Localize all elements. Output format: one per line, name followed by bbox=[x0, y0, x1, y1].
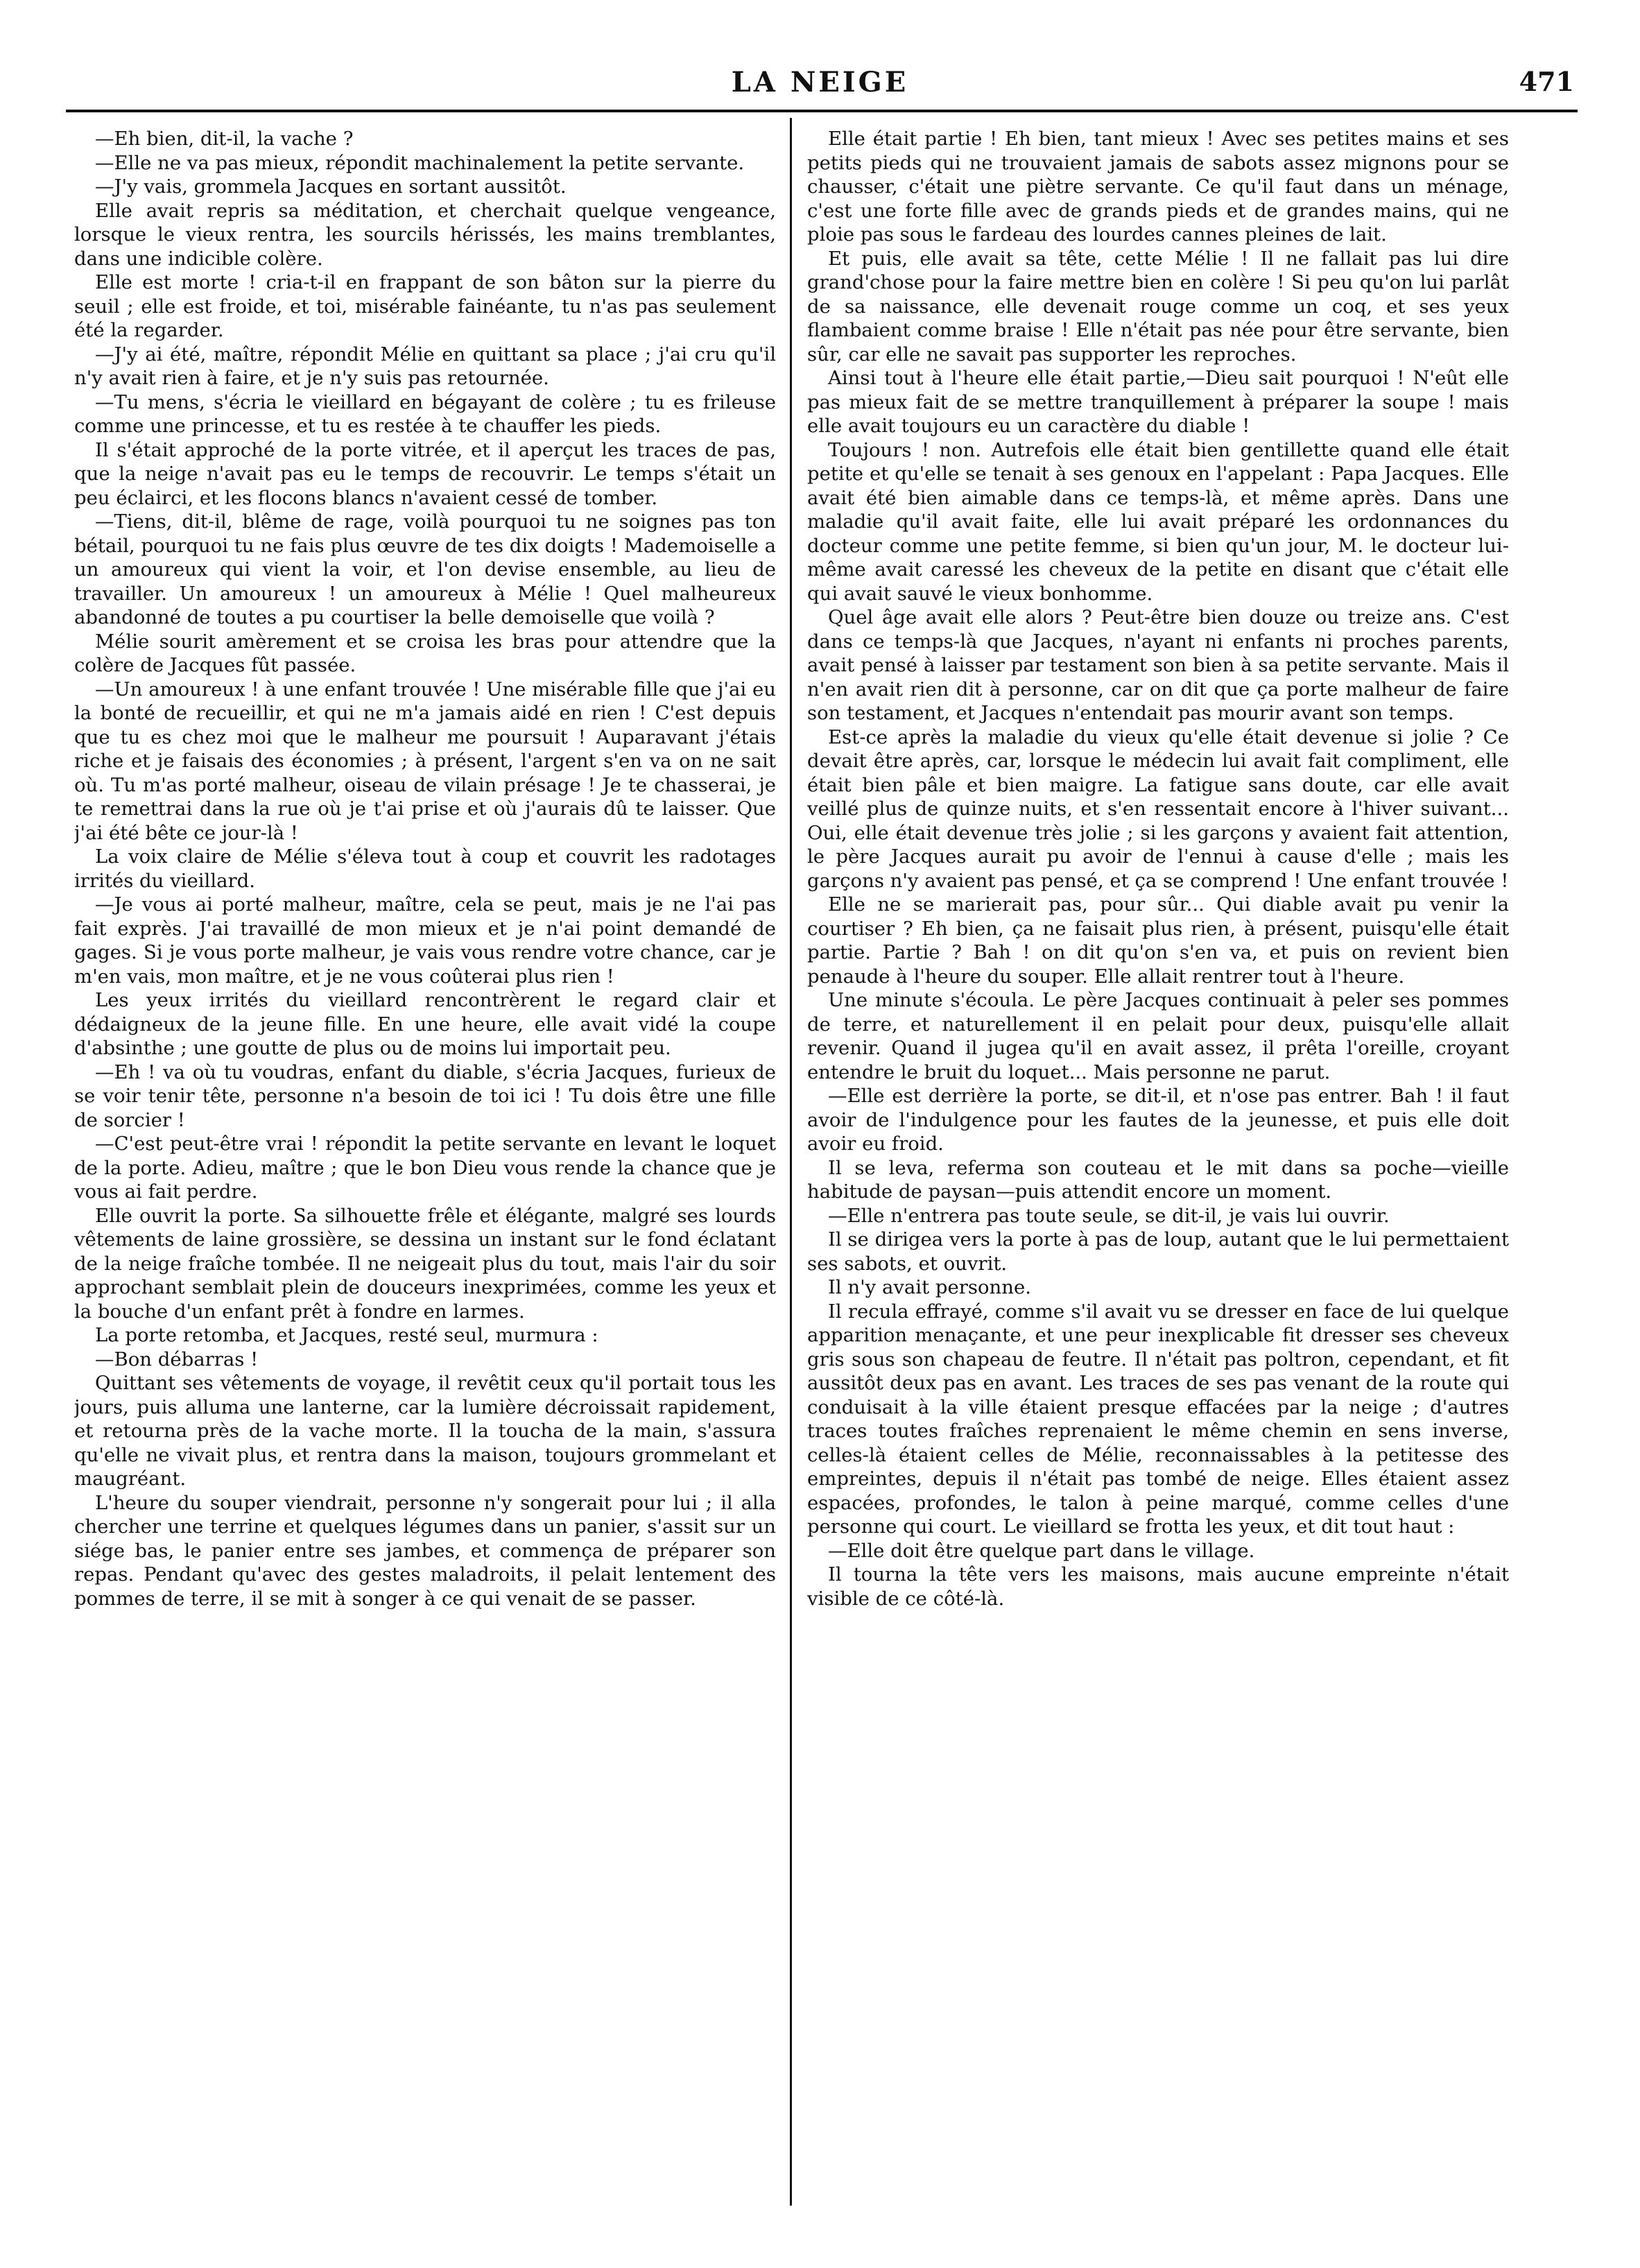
paragraph: —Elle est derrière la porte, se dit-il, et n'ose pas entrer. Bah ! il faut avoir de l'indulgence pour les fautes de la jeunesse, et puis elle doit avoir eu froid. bbox=[807, 1085, 1509, 1155]
paragraph: —Elle ne va pas mieux, répondit machinalement la petite servante. bbox=[95, 151, 745, 174]
paragraph: Mélie sourit amèrement et se croisa les bras pour attendre que la colère de Jacques fût passée. bbox=[74, 630, 776, 676]
paragraph: Elle est morte ! cria-t-il en frappant de son bâton sur la pierre du seuil ; elle est froide, et toi, misérable fainéante, tu n'as pas seulement été la regarder. bbox=[74, 271, 776, 341]
paragraph: Les yeux irrités du vieillard rencontrèrent le regard clair et dédaigneux de la jeune fille. En une heure, elle avait vidé la coupe d'absinthe ; une goutte de plus ou de moins lui importait peu. bbox=[74, 989, 776, 1059]
paragraph: —J'y ai été, maître, répondit Mélie en quittant sa place ; j'ai cru qu'il n'y avait rien à faire, et je n'y suis pas retournée. bbox=[74, 343, 776, 389]
header-rule bbox=[66, 110, 1578, 112]
left-column bbox=[74, 127, 776, 2201]
paragraph: —Eh bien, dit-il, la vache ? bbox=[95, 128, 354, 150]
paragraph: Il n'y avait personne. bbox=[828, 1276, 1031, 1298]
paragraph: La porte retomba, et Jacques, resté seul, murmura : bbox=[95, 1324, 598, 1346]
paragraph: Et puis, elle avait sa tête, cette Mélie ! Il ne fallait pas lui dire grand'chose pour la faire mettre bien en colère ! Si peu qu'on lui parlât de sa naissance, elle devenait rouge comme un coq, et ses yeux flambaient comme braise ! Elle n'était pas née pour être servante, bien sûr, car elle ne savait pas supporter les reproches. bbox=[807, 247, 1509, 366]
paragraph: Quittant ses vêtements de voyage, il revêtit ceux qu'il portait tous les jours, puis alluma une lanterne, car la lumière décroissait rapidement, et retourna près de la vache morte. Il la toucha de la main, s'assura qu'elle ne vivait plus, et rentra dans la maison, toujours grommelant et maugréant. bbox=[74, 1372, 776, 1490]
paragraph: Il recula effrayé, comme s'il avait vu se dresser en face de lui quelque apparition menaçante, et une peur inexplicable fit dresser ses cheveux gris sous son chapeau de feutre. Il n'était pas poltron, cependant, et fit aussitôt deux pas en avant. Les traces de ses pas venant de la route qui conduisait à la ville étaient presque effacées par la neige ; d'autres traces toutes fraîches reprenaient le même chemin en sens inverse, celles-là étaient celles de Mélie, reconnaissables à la petitesse des empreintes, depuis il n'était pas tombé de neige. Elles étaient assez espacées, profondes, le talon à peine marqué, comme celles d'une personne qui court. Le vieillard se frotta les yeux, et dit tout haut : bbox=[807, 1300, 1509, 1538]
paragraph: Est-ce après la maladie du vieux qu'elle était devenue si jolie ? Ce devait être après, car, lorsque le médecin lui avait fait compliment, elle était bien pâle et bien maigre. La fatigue sans doute, car elle avait veillé plus de quinze nuits, et s'en ressentait encore à l'hiver suivant... Oui, elle était devenue très jolie ; si les garçons y avaient fait attention, le père Jacques aurait pu avoir de l'ennui à cause d'elle ; mais les garçons n'y avaient pas pensé, et ça se comprend ! Une enfant trouvée ! bbox=[807, 725, 1509, 892]
paragraph: —Elle n'entrera pas toute seule, se dit-il, je vais lui ouvrir. bbox=[828, 1204, 1390, 1227]
page-number: 471 bbox=[1519, 66, 1574, 97]
paragraph: —Tiens, dit-il, blême de rage, voilà pourquoi tu ne soignes pas ton bétail, pourquoi tu ne fais plus œuvre de tes dix doigts ! Mademoiselle a un amoureux qui vient la voir, et l'on devise ensemble, au lieu de travailler. Un amoureux ! un amoureux à Mélie ! Quel malheureux abandonné de toutes a pu courtiser la belle demoiselle que voilà ? bbox=[74, 510, 776, 628]
paragraph: L'heure du souper viendrait, personne n'y songerait pour lui ; il alla chercher une terrine et quelques légumes dans un panier, s'assit sur un siége bas, le panier entre ses jambes, et commença de préparer son repas. Pendant qu'avec des gestes maladroits, il pelait lentement des pommes de terre, il se mit à songer à ce qui venait de se passer. bbox=[74, 1491, 776, 1610]
paragraph: —Eh ! va où tu voudras, enfant du diable, s'écria Jacques, furieux de se voir tenir tête, personne n'a besoin de toi ici ! Tu dois être une fille de sorcier ! bbox=[74, 1060, 776, 1131]
column-divider bbox=[790, 118, 792, 2206]
paragraph: Toujours ! non. Autrefois elle était bien gentillette quand elle était petite et qu'elle se tenait à ses genoux en l'appelant : Papa Jacques. Elle avait été bien aimable dans ce temps-là, et même après. Dans une maladie qu'il avait faite, elle lui avait préparé les ordonnances du docteur comme une petite femme, si bien qu'un jour, M. le docteur lui-même avait caressé les cheveux de la petite en disant que c'était elle qui avait sauvé le vieux bonhomme. bbox=[807, 438, 1509, 605]
page-header bbox=[0, 0, 1640, 118]
paragraph: Il s'était approché de la porte vitrée, et il aperçut les traces de pas, que la neige n'avait pas eu le temps de recouvrir. Le temps s'était un peu éclairci, et les flocons blancs n'avaient cessé de tomber. bbox=[74, 438, 776, 509]
paragraph: Elle avait repris sa méditation, et cherchait quelque vengeance, lorsque le vieux rentra, les sourcils hérissés, les mains tremblantes, dans une indicible colère. bbox=[74, 199, 776, 270]
paragraph: La voix claire de Mélie s'éleva tout à coup et couvrit les radotages irrités du vieillard. bbox=[74, 845, 776, 892]
paragraph: —J'y vais, grommela Jacques en sortant aussitôt. bbox=[95, 175, 567, 198]
paragraph: Quel âge avait elle alors ? Peut-être bien douze ou treize ans. C'est dans ce temps-là que Jacques, n'ayant ni enfants ni proches parents, avait pensé à laisser par testament son bien à sa petite servante. Mais il n'en avait rien dit à personne, car on dit que ça porte malheur de faire son testament, et Jacques n'entendait pas mourir avant son temps. bbox=[807, 606, 1509, 724]
paragraph: Ainsi tout à l'heure elle était partie,—Dieu sait pourquoi ! N'eût elle pas mieux fait de se mettre tranquillement à préparer la soupe ! mais elle avait toujours eu un caractère du diable ! bbox=[807, 367, 1509, 437]
paragraph: Elle était partie ! Eh bien, tant mieux ! Avec ses petites mains et ses petits pieds qui ne trouvaient jamais de sabots assez mignons pour se chausser, c'était une piètre servante. Ce qu'il faut dans un ménage, c'est une forte fille avec de grands pieds et de grandes mains, qui ne ploie pas sous le fardeau des lourdes cannes pleines de lait. bbox=[807, 128, 1509, 246]
paragraph: —Je vous ai porté malheur, maître, cela se peut, mais je ne l'ai pas fait exprès. J'ai travaillé de mon mieux et je n'ai point demandé de gages. Si je vous porte malheur, je vais vous rendre votre chance, car je m'en vais, mon maître, et je ne vous coûterai plus rien ! bbox=[74, 893, 776, 988]
paragraph: Elle ne se marierait pas, pour sûr... Qui diable avait pu venir la courtiser ? Eh bien, ça ne faisait plus rien, à présent, puisqu'elle était partie. Partie ? Bah ! on dit qu'on s'en va, et puis on revient bien penaude à l'heure du souper. Elle allait rentrer tout à l'heure. bbox=[807, 893, 1509, 988]
paragraph: Il se leva, referma son couteau et le mit dans sa poche—vieille habitude de paysan—puis attendit encore un moment. bbox=[807, 1156, 1509, 1203]
paragraph: —Tu mens, s'écria le vieillard en bégayant de colère ; tu es frileuse comme une princesse, et tu es restée à te chauffer les pieds. bbox=[74, 390, 776, 437]
paragraph: —Elle doit être quelque part dans le village. bbox=[828, 1539, 1255, 1562]
right-column bbox=[807, 127, 1509, 2201]
paragraph: Il tourna la tête vers les maisons, mais aucune empreinte n'était visible de ce côté-là. bbox=[807, 1563, 1509, 1610]
paragraph: —Bon débarras ! bbox=[95, 1348, 259, 1371]
running-title: LA NEIGE bbox=[731, 66, 909, 98]
paragraph: —Un amoureux ! à une enfant trouvée ! Une misérable fille que j'ai eu la bonté de recueillir, et qui ne m'a jamais aidé en rien ! C'est depuis que tu es chez moi que le malheur me poursuit ! Auparavant j'étais riche et je faisais des économies ; à présent, l'argent s'en va on ne sait où. Tu m'as porté malheur, oiseau de vilain présage ! Je te chasserai, je te remettrai dans la rue où je t'ai prise et où j'aurais dû te laisser. Que j'ai été bête ce jour-là ! bbox=[74, 678, 776, 844]
paragraph: —C'est peut-être vrai ! répondit la petite servante en levant le loquet de la porte. Adieu, maître ; que le bon Dieu vous rende la chance que je vous ai fait perdre. bbox=[74, 1133, 776, 1203]
paragraph: Une minute s'écoula. Le père Jacques continuait à peler ses pommes de terre, et naturellement il en pelait pour deux, puisqu'elle allait revenir. Quand il jugea qu'il en avait assez, il prêta l'oreille, croyant entendre le bruit du loquet... Mais personne ne parut. bbox=[807, 989, 1509, 1083]
paragraph: Elle ouvrit la porte. Sa silhouette frêle et élégante, malgré ses lourds vêtements de laine grossière, se dessina un instant sur le fond éclatant de la neige fraîche tombée. Il ne neigeait plus du tout, mais l'air du soir approchant semblait plein de douceurs inexprimées, comme les yeux et la bouche d'un enfant prêt à fondre en larmes. bbox=[74, 1204, 776, 1323]
paragraph: Il se dirigea vers la porte à pas de loup, autant que le lui permettaient ses sabots, et ouvrit. bbox=[807, 1228, 1509, 1275]
